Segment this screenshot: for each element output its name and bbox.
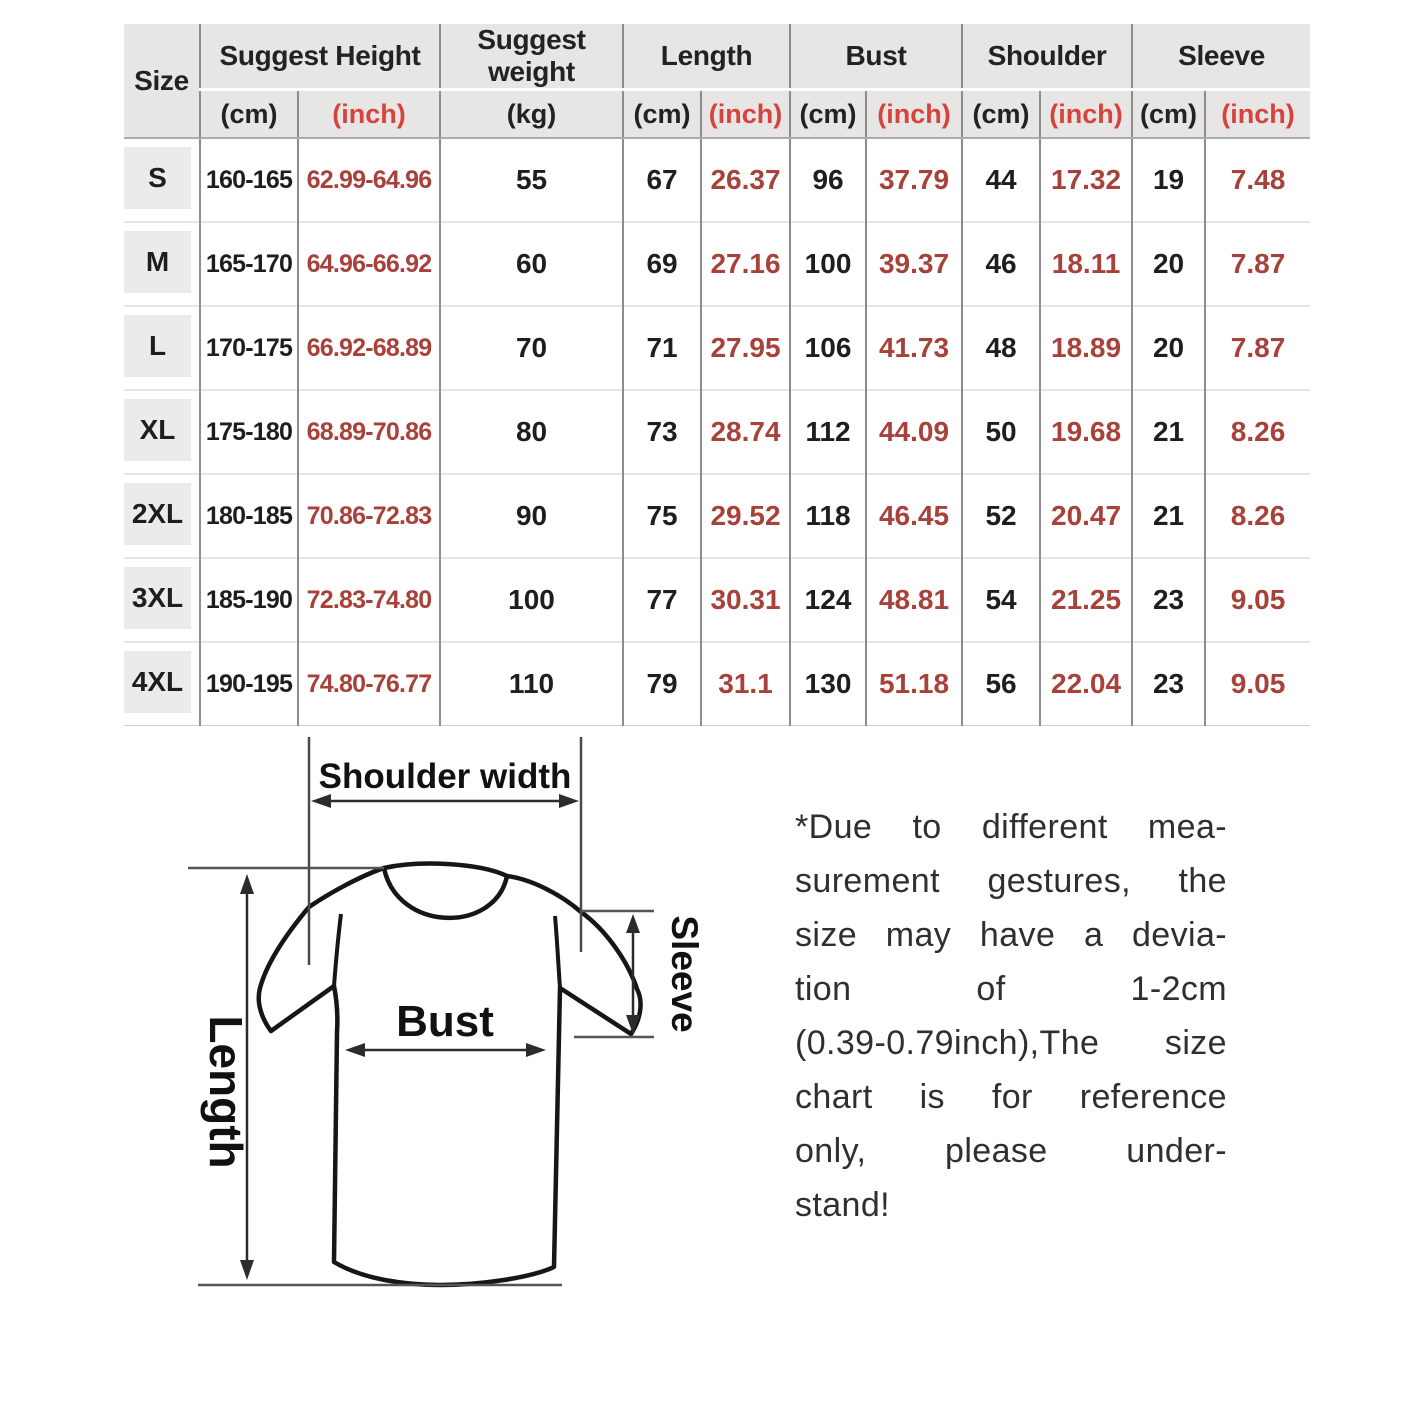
- cell-height-inch: 64.96-66.92: [298, 222, 440, 306]
- subheader-height-cm: (cm): [200, 90, 298, 139]
- cell-shoulder-inch: 20.47: [1040, 474, 1132, 558]
- size-label: XL: [124, 399, 191, 461]
- cell-weight-kg: 110: [440, 642, 623, 726]
- cell-length-inch: 27.95: [701, 306, 790, 390]
- bust-label: Bust: [396, 997, 494, 1046]
- subheader-sleeve-inch: (inch): [1205, 90, 1310, 139]
- col-header-sleeve: Sleeve: [1132, 24, 1310, 90]
- cell-sleeve-inch: 7.87: [1205, 306, 1310, 390]
- cell-sleeve-cm: 20: [1132, 222, 1205, 306]
- cell-bust-inch: 39.37: [866, 222, 962, 306]
- cell-sleeve-inch: 9.05: [1205, 642, 1310, 726]
- size-label: S: [124, 147, 191, 209]
- subheader-height-inch: (inch): [298, 90, 440, 139]
- cell-length-inch: 30.31: [701, 558, 790, 642]
- cell-sleeve-cm: 23: [1132, 642, 1205, 726]
- cell-height-cm: 190-195: [200, 642, 298, 726]
- cell-length-cm: 69: [623, 222, 701, 306]
- cell-weight-kg: 80: [440, 390, 623, 474]
- cell-shoulder-inch: 18.11: [1040, 222, 1132, 306]
- cell-shoulder-cm: 44: [962, 138, 1040, 222]
- cell-length-inch: 31.1: [701, 642, 790, 726]
- cell-sleeve-cm: 21: [1132, 474, 1205, 558]
- shoulder-width-label: Shoulder width: [318, 757, 572, 796]
- cell-bust-cm: 100: [790, 222, 866, 306]
- cell-bust-inch: 46.45: [866, 474, 962, 558]
- cell-bust-cm: 118: [790, 474, 866, 558]
- table-header-row-1: [124, 24, 1310, 90]
- size-label: M: [124, 231, 191, 293]
- arrowhead: [311, 794, 331, 808]
- cell-bust-cm: 124: [790, 558, 866, 642]
- cell-height-cm: 170-175: [200, 306, 298, 390]
- disclaimer-line: tion of 1-2cm: [795, 970, 1227, 1008]
- arrowhead: [240, 874, 254, 894]
- cell-bust-inch: 41.73: [866, 306, 962, 390]
- subheader-weight-kg: (kg): [440, 90, 623, 139]
- cell-height-cm: 160-165: [200, 138, 298, 222]
- col-header-shoulder: Shoulder: [962, 24, 1132, 90]
- cell-height-inch: 66.92-68.89: [298, 306, 440, 390]
- disclaimer-line: stand!: [795, 1186, 891, 1224]
- arrowhead: [240, 1260, 254, 1280]
- cell-shoulder-cm: 54: [962, 558, 1040, 642]
- subheader-bust-cm: (cm): [790, 90, 866, 139]
- cell-length-cm: 75: [623, 474, 701, 558]
- cell-shoulder-inch: 19.68: [1040, 390, 1132, 474]
- table-row-2xl: [124, 474, 1310, 558]
- cell-sleeve-inch: 7.87: [1205, 222, 1310, 306]
- cell-length-cm: 79: [623, 642, 701, 726]
- cell-height-cm: 185-190: [200, 558, 298, 642]
- tshirt-outline: [259, 864, 641, 1285]
- cell-length-cm: 73: [623, 390, 701, 474]
- cell-height-cm: 175-180: [200, 390, 298, 474]
- arrowhead: [626, 914, 640, 933]
- tshirt-measurement-diagram: [150, 700, 790, 1340]
- cell-length-inch: 27.16: [701, 222, 790, 306]
- sleeve-label: Sleeve: [664, 915, 705, 1033]
- subheader-length-inch: (inch): [701, 90, 790, 139]
- cell-weight-kg: 90: [440, 474, 623, 558]
- cell-sleeve-cm: 23: [1132, 558, 1205, 642]
- disclaimer-line: size may have a devia-: [795, 916, 1227, 954]
- table-row-m: [124, 222, 1310, 306]
- cell-length-cm: 77: [623, 558, 701, 642]
- col-header-suggest-height: Suggest Height: [200, 24, 440, 90]
- subheader-shoulder-cm: (cm): [962, 90, 1040, 139]
- cell-height-cm: 165-170: [200, 222, 298, 306]
- cell-length-cm: 67: [623, 138, 701, 222]
- col-header-length: Length: [623, 24, 790, 90]
- size-label: 3XL: [124, 567, 191, 629]
- subheader-sleeve-cm: (cm): [1132, 90, 1205, 139]
- cell-shoulder-cm: 46: [962, 222, 1040, 306]
- cell-sleeve-inch: 8.26: [1205, 390, 1310, 474]
- col-header-bust: Bust: [790, 24, 962, 90]
- table-row-l: [124, 306, 1310, 390]
- measurement-disclaimer: [795, 800, 1227, 1232]
- subheader-shoulder-inch: (inch): [1040, 90, 1132, 139]
- cell-sleeve-inch: 7.48: [1205, 138, 1310, 222]
- disclaimer-line: surement gestures, the: [795, 862, 1227, 900]
- cell-height-cm: 180-185: [200, 474, 298, 558]
- cell-bust-inch: 51.18: [866, 642, 962, 726]
- col-header-suggest-weight: Suggest weight: [440, 24, 623, 90]
- cell-weight-kg: 60: [440, 222, 623, 306]
- cell-height-inch: 70.86-72.83: [298, 474, 440, 558]
- cell-weight-kg: 55: [440, 138, 623, 222]
- disclaimer-line: chart is for reference: [795, 1078, 1227, 1116]
- subheader-length-cm: (cm): [623, 90, 701, 139]
- cell-sleeve-cm: 21: [1132, 390, 1205, 474]
- table-row-3xl: [124, 558, 1310, 642]
- col-header-size: Size: [124, 24, 200, 138]
- cell-shoulder-inch: 21.25: [1040, 558, 1132, 642]
- cell-sleeve-inch: 8.26: [1205, 474, 1310, 558]
- arrowhead: [559, 794, 579, 808]
- cell-height-inch: 74.80-76.77: [298, 642, 440, 726]
- subheader-bust-inch: (inch): [866, 90, 962, 139]
- cell-length-inch: 28.74: [701, 390, 790, 474]
- cell-sleeve-inch: 9.05: [1205, 558, 1310, 642]
- cell-length-cm: 71: [623, 306, 701, 390]
- cell-bust-cm: 106: [790, 306, 866, 390]
- cell-weight-kg: 70: [440, 306, 623, 390]
- disclaimer-line: (0.39-0.79inch),The size: [795, 1024, 1227, 1062]
- cell-length-inch: 26.37: [701, 138, 790, 222]
- cell-bust-cm: 130: [790, 642, 866, 726]
- cell-height-inch: 68.89-70.86: [298, 390, 440, 474]
- cell-bust-inch: 44.09: [866, 390, 962, 474]
- length-label: Length: [200, 1015, 252, 1169]
- size-label: 2XL: [124, 483, 191, 545]
- cell-bust-inch: 48.81: [866, 558, 962, 642]
- table-row-xl: [124, 390, 1310, 474]
- cell-sleeve-cm: 19: [1132, 138, 1205, 222]
- size-label: 4XL: [124, 651, 191, 713]
- cell-bust-inch: 37.79: [866, 138, 962, 222]
- cell-shoulder-cm: 48: [962, 306, 1040, 390]
- size-label: L: [124, 315, 191, 377]
- cell-weight-kg: 100: [440, 558, 623, 642]
- cell-length-inch: 29.52: [701, 474, 790, 558]
- table-row-s: [124, 138, 1310, 222]
- cell-sleeve-cm: 20: [1132, 306, 1205, 390]
- cell-height-inch: 72.83-74.80: [298, 558, 440, 642]
- cell-bust-cm: 112: [790, 390, 866, 474]
- cell-shoulder-cm: 56: [962, 642, 1040, 726]
- disclaimer-line: only, please under-: [795, 1132, 1227, 1170]
- cell-height-inch: 62.99-64.96: [298, 138, 440, 222]
- disclaimer-line: *Due to different mea-: [795, 808, 1227, 846]
- cell-shoulder-cm: 50: [962, 390, 1040, 474]
- table-header-row-2: [124, 90, 1310, 139]
- cell-shoulder-cm: 52: [962, 474, 1040, 558]
- cell-shoulder-inch: 22.04: [1040, 642, 1132, 726]
- cell-shoulder-inch: 17.32: [1040, 138, 1132, 222]
- cell-shoulder-inch: 18.89: [1040, 306, 1132, 390]
- size-table: [124, 24, 1310, 726]
- cell-bust-cm: 96: [790, 138, 866, 222]
